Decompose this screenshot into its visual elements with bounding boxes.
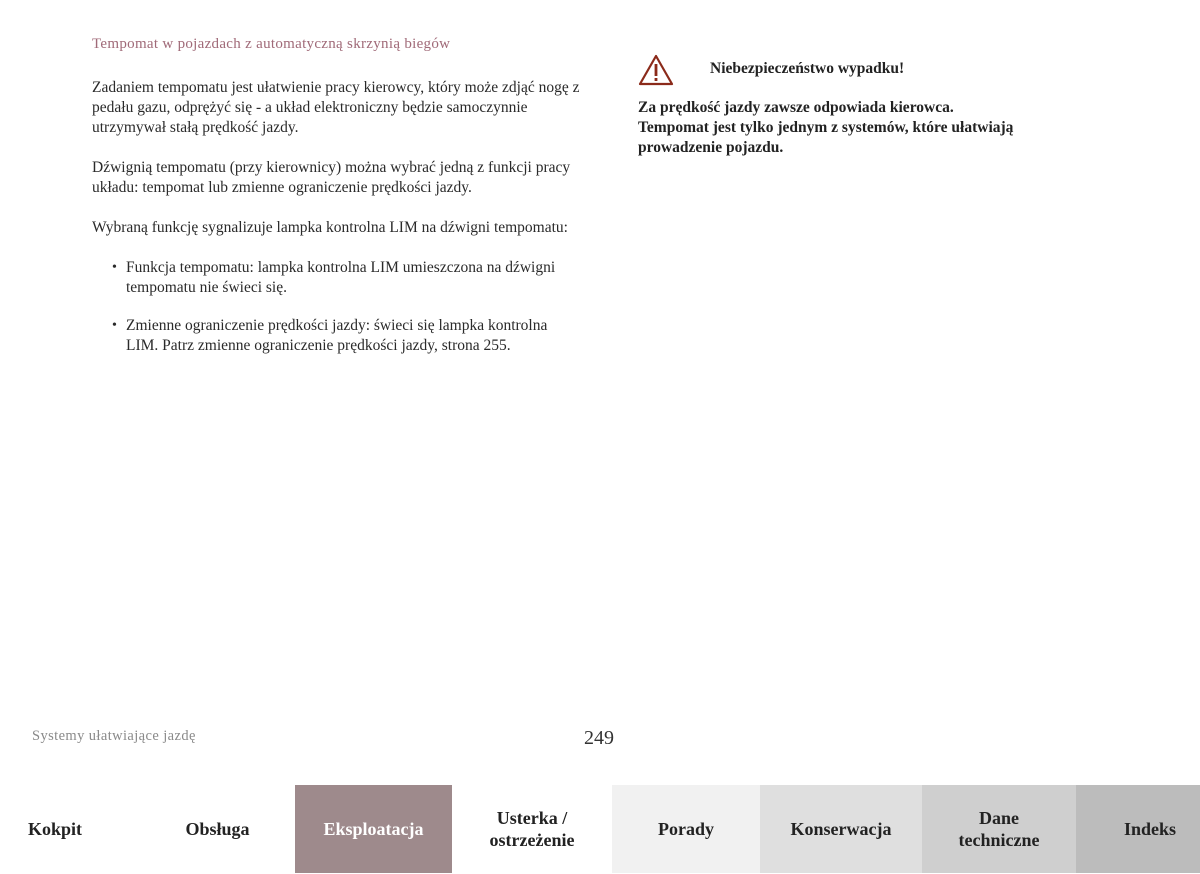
tab-indeks[interactable]: Indeks [1076, 785, 1200, 873]
tab-label-line: Dane [978, 808, 1019, 828]
tab-dane-techniczne[interactable] [922, 785, 1076, 873]
tab-porady[interactable]: Porady [612, 785, 760, 873]
tab-obsluga[interactable]: Obsługa [140, 785, 295, 873]
warning-line: Za prędkość jazdy zawsze odpowiada kierowca. [638, 99, 954, 116]
bullet-item: • Zmienne ograniczenie prędkości jazdy: świeci się lampka kontrolna LIM. Patrz zmienne ograniczenie prędkości jazdy, strona 255. [114, 316, 582, 356]
tab-konserwacja[interactable]: Konserwacja [760, 785, 922, 873]
tab-kokpit[interactable]: Kokpit [0, 785, 140, 873]
tab-label-line: Usterka / [496, 808, 568, 828]
paragraph: Wybraną funkcję sygnalizuje lampka kontrolna LIM na dźwigni tempomatu: [92, 219, 568, 236]
bullet-list [92, 258, 582, 356]
page-number: 249 [584, 727, 614, 749]
tab-label-line: ostrzeżenie [489, 830, 575, 850]
footer-section-name: Systemy ułatwiające jazdę [32, 728, 196, 744]
tab-eksploatacja[interactable]: Eksploatacja [295, 785, 452, 873]
warning-title: Niebezpieczeństwo wypadku! [710, 60, 905, 77]
section-title: Tempomat w pojazdach z automatyczną skrzynią biegów [92, 36, 451, 52]
warning-header [638, 54, 1138, 88]
tab-label [959, 807, 1040, 851]
warning-triangle-icon [638, 54, 674, 86]
main-text-column [92, 78, 582, 374]
warning-line: prowadzenie pojazdu. [638, 139, 784, 156]
warning-line: Tempomat jest tylko jednym z systemów, które ułatwiają [638, 119, 1014, 136]
bullet-item: • Funkcja tempomatu: lampka kontrolna LIM umieszczona na dźwigni tempomatu nie świeci się. [114, 258, 582, 298]
paragraph: Dźwignią tempomatu (przy kierownicy) można wybrać jedną z funkcji pracy układu: tempomat lub zmienne ograniczenie prędkości jazdy. [92, 159, 571, 196]
chapter-nav [0, 785, 1200, 873]
tab-label-line: techniczne [958, 830, 1040, 850]
paragraph: Zadaniem tempomatu jest ułatwienie pracy kierowcy, który może zdjąć nogę z pedału gazu, odprężyć się - a układ elektroniczny będzie samoczynnie utrzymywał stałą prędkość jazdy. [92, 79, 580, 136]
tab-label [490, 807, 575, 851]
warning-text [638, 98, 1118, 158]
tab-usterka-ostrzezenie[interactable] [452, 785, 612, 873]
